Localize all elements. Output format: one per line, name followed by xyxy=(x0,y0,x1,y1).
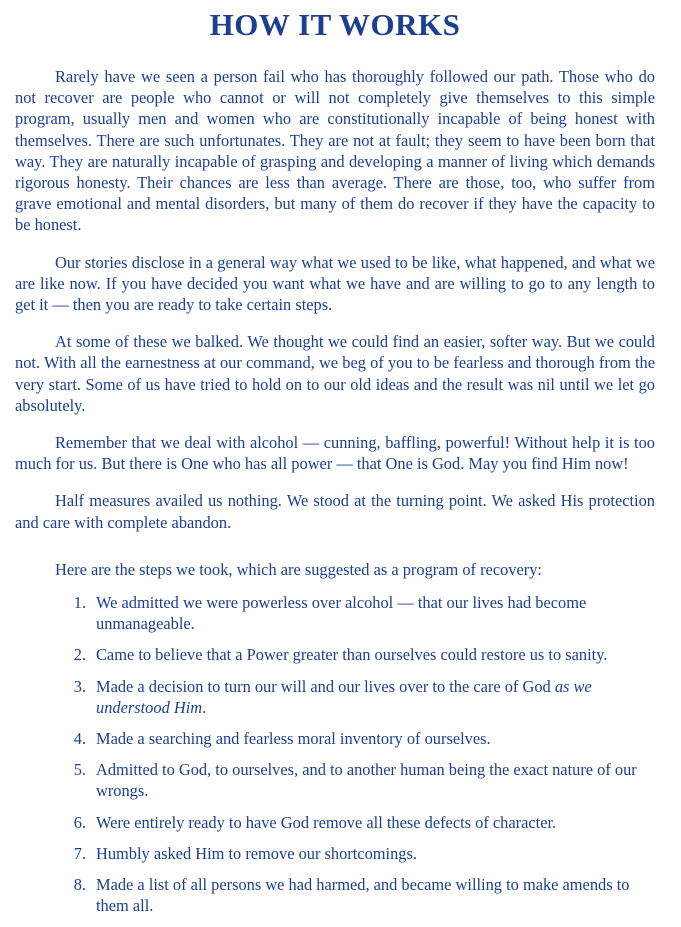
step-text-container xyxy=(96,676,641,718)
step-item xyxy=(15,676,655,718)
step-number: 2. xyxy=(73,645,86,665)
step-number: 8. xyxy=(73,875,86,895)
paragraph-1: Rarely have we seen a person fail who has thoroughly followed our path. Those who do not recover are people who cannot or will not completely give themselves to this simple program, usually men and women who are constitutionally incapable of being honest with themselves. There are such unfortunates. They are not at fault; they seem to have been born that way. They are naturally incapable of grasping and developing a manner of living which demands rigorous honesty. Their chances are less than average. There are those, too, who suffer from grave emotional and mental disorders, but many of them do recover if they have the capacity to be honest. xyxy=(15,67,655,235)
document-page xyxy=(15,6,655,927)
step-text: Admitted to God, to ourselves, and to another human being the exact nature of our wrongs. xyxy=(96,760,637,801)
step-number: 3. xyxy=(73,676,86,696)
step-item xyxy=(15,759,655,801)
step-text: Were entirely ready to have God remove all these defects of character. xyxy=(96,812,557,832)
step-text: Came to believe that a Power greater than ourselves could restore us to sanity. xyxy=(96,645,608,665)
step-item xyxy=(15,728,655,749)
step-text-emphasis: as we understood Him xyxy=(96,676,592,717)
step-item xyxy=(15,592,655,634)
step-item xyxy=(15,843,655,864)
paragraph-2: Our stories disclose in a general way what we used to be like, what happened, and what we are like now. If you have decided you want what we have and are willing to go to any length to get it — then you are ready to take certain steps. xyxy=(15,252,655,315)
paragraph-3: At some of these we balked. We thought we could find an easier, softer way. But we could not. With all the earnestness at our command, we beg of you to be fearless and thorough from the very start. Some of us have tried to hold on to our old ideas and the result was nil until we let go absolutely. xyxy=(15,332,655,415)
step-text: Humbly asked Him to remove our shortcomings. xyxy=(96,843,417,863)
step-number: 6. xyxy=(73,812,86,832)
page-title: HOW IT WORKS xyxy=(209,7,461,42)
step-number: 7. xyxy=(73,843,86,863)
step-text-suffix: . xyxy=(202,697,207,717)
step-item xyxy=(15,874,655,916)
step-text: Made a list of all persons we had harmed, and became willing to make amends to them all. xyxy=(96,875,630,916)
step-number: 1. xyxy=(73,593,86,613)
steps-intro: Here are the steps we took, which are suggested as a program of recovery: xyxy=(55,559,542,579)
steps-list xyxy=(15,592,655,916)
step-text: Made a decision to turn our will and our lives over to the care of God xyxy=(96,676,551,696)
step-number: 4. xyxy=(73,729,86,749)
step-item xyxy=(15,644,655,665)
paragraph-4: Remember that we deal with alcohol — cunning, baffling, powerful! Without help it is too much for us. But there is One who has all power — that One is God. May you find Him now! xyxy=(15,433,655,474)
paragraph-5: Half measures availed us nothing. We stood at the turning point. We asked His protection and care with complete abandon. xyxy=(15,491,655,532)
step-text: We admitted we were powerless over alcohol — that our lives had become unmanageable. xyxy=(96,593,587,634)
step-item xyxy=(15,812,655,833)
step-number: 5. xyxy=(73,760,86,780)
step-text: Made a searching and fearless moral inventory of ourselves. xyxy=(96,729,491,749)
